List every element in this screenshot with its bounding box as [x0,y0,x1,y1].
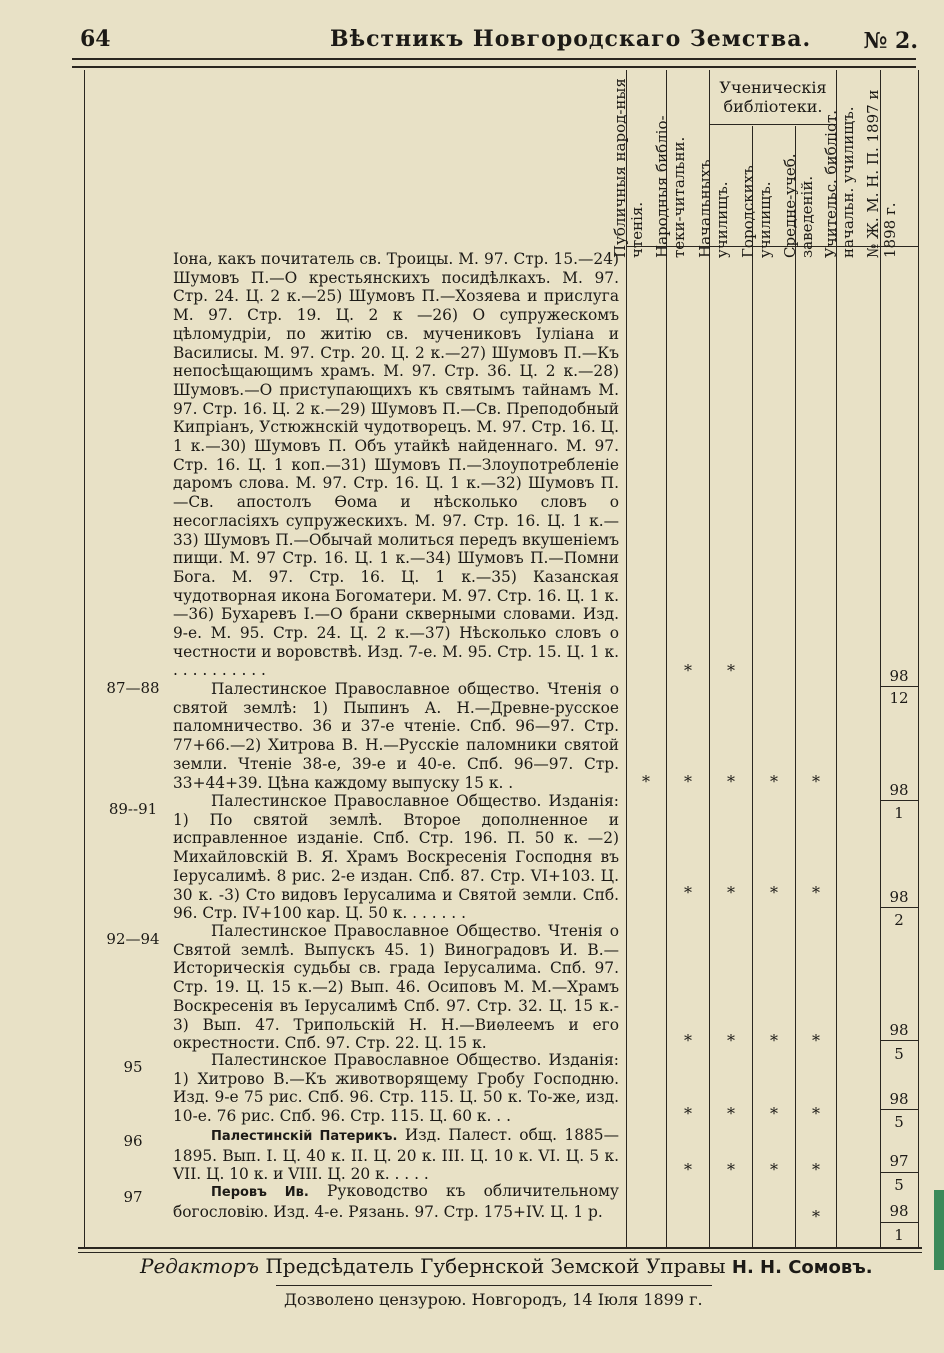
journal-ref-year: 98 [889,1090,909,1108]
mark: * [812,1031,820,1050]
journal-ref-number: 12 [889,689,909,707]
entry-body: Изд. Палест. общ. 1885—1895. Вып. I. Ц. 40 к. II. Ц. 20 к. III. Ц. 10 к. VI. Ц. 5 к. VII. Ц. 10 к. и VIII. Ц. 20 к. . . . . [173,1126,619,1184]
col-city-schools: Городскихъ училищъ. [739,165,774,258]
journal-ref-number: 2 [894,911,904,929]
col-elementary-schools: Начальныхъ училищъ. [696,159,731,258]
col-reading-rooms: Народныя библіо-теки-читальни. [653,115,688,258]
ref-divider [880,907,918,908]
journal-ref-year: 98 [889,888,909,906]
censor-rule [276,1285,712,1286]
entry-text-block [173,1051,619,1126]
mark: * [770,883,778,902]
entry-title: Перовъ Ив. [211,1185,309,1200]
journal-ref-year: 97 [889,1152,909,1170]
entry-number: 89--91 [108,800,158,818]
issue-number: № 2. [863,28,918,54]
journal-title: Вѣстникъ Новгородскаго Земства. [330,26,812,52]
ref-divider [880,686,918,687]
entry-text [173,1182,619,1221]
mark: * [684,1104,692,1123]
entry-text: Палестинское Православное Общество. Изданія: 1) Хитрово В.—Къ животворящему Гробу Господню. Изд. 9-е 75 рис. Спб. 96. Стр. 115. Ц. 50 к. То-же, изд. 10-е. 76 рис. Спб. 96. Стр. 115. Ц. 60 к. . . [173,1051,619,1126]
col-public-readings: Публичныя народ-ныя чтенія. [611,78,646,258]
entry-text-block [173,680,619,792]
editor-label: Редакторъ [140,1254,259,1278]
mark: * [727,1160,735,1179]
mark: * [727,772,735,791]
mark: * [727,1031,735,1050]
ref-divider [880,800,918,801]
journal-ref-number: 5 [894,1045,904,1063]
mark: * [770,772,778,791]
col-journal-ref: № Ж. М. Н. П. 1897 и 1898 г. [864,89,899,258]
mark: * [770,1160,778,1179]
column-divider [795,126,796,1248]
entry-text-block [173,250,619,680]
censor-note: Дозволено цензурою. Новгородъ, 14 Іюля 1899 г. [284,1290,703,1309]
editor-text: Предсѣдатель Губернской Земской Управы [265,1254,726,1278]
entry-number: 96 [123,1132,143,1150]
entry-number: 95 [123,1058,143,1076]
col-secondary-schools: Средне-учеб. заведеній. [781,153,816,258]
entry-number: 87—88 [106,679,160,697]
journal-ref-year: 98 [889,667,909,685]
mark: * [684,772,692,791]
footer-rule-2 [78,1252,922,1253]
page-header [60,18,922,58]
page-edge-strip [934,1190,944,1270]
mark: * [727,661,735,680]
entry-text: Іона, какъ почитатель св. Троицы. М. 97. Стр. 15.—24) Шумовъ П.—О крестьянскихъ посидѣлкахъ. М. 97. Стр. 24. Ц. 2 к.—25) Шумовъ П.—Хозяева и прислуга М. 97. Стр. 19. Ц. 2 к —26) О супружескомъ цѣломудріи, по житію св. мучениковъ Іуліана и Василисы. М. 97. Стр. 20. Ц. 2 к.—27) Шумовъ П.—Къ непосѣщающимъ храмъ. М. 97. Стр. 36. Ц. 2 к.—28) Шумовъ.—О приступающихъ къ святымъ тайнамъ М. 97. Стр. 16. Ц. 2 к.—29) Шумовъ П.—Св. Преподобный Кипріанъ, Устюжнскій чудотворецъ. М. 97. Стр. 16. Ц. 1 к.—30) Шумовъ П. Объ утайкѣ найденнаго. М. 97. Стр. 16. Ц. 1 коп.—31) Шумовъ П.—Злоупотребленіе даромъ слова. М. 97. Стр. 16. Ц. 1 к.—32) Шумовъ П.—Св. апостолъ Ѳома и нѣсколько словъ о несогласіяхъ супружескихъ. М. 97. Стр. 16. Ц. 1 к.—33) Шумовъ П.—Обычай молиться передъ вкушеніемъ пищи. М. 97 Стр. 16. Ц. 1 к.—34) Шумовъ П.—Помни Бога. М. 97. Стр. 16. Ц. 1 к.—35) Казанская чудотворная икона Богоматери. М. 97. Стр. 16. Ц. 1 к.—36) Бухаревъ І.—О брани скверными словами. Изд. 9-е. М. 95. Стр. 24. Ц. 2 к.—37) Нѣсколько словъ о честности и воровствѣ. Изд. 7-е. М. 95. Стр. 15. Ц. 1 к. . . . . . . . . . . [173,250,619,680]
editor-name: Н. Н. Сомовъ. [731,1257,873,1278]
entry-text-block [173,792,619,923]
entry-title: Палестинскій Патерикъ. [211,1129,398,1144]
footer-rule [78,1247,922,1249]
entry-text-block [173,1182,619,1221]
journal-ref-year: 98 [889,1021,909,1039]
group-student-libraries: Ученическія библіотеки. [719,78,827,116]
header-rule [72,58,916,60]
entry-text [173,1126,619,1184]
journal-ref-number: 1 [894,1226,904,1244]
mark: * [812,1104,820,1123]
mark: * [812,883,820,902]
mark: * [770,1104,778,1123]
journal-ref-year: 98 [889,1202,909,1220]
journal-ref-number: 5 [894,1176,904,1194]
right-border [918,70,919,1248]
mark: * [642,772,650,791]
mark: * [684,883,692,902]
mark: * [770,1031,778,1050]
group-rule [709,124,836,125]
ref-divider [880,1040,918,1041]
ref-divider [880,1109,918,1110]
mark: * [684,661,692,680]
page-number: 64 [80,26,111,52]
entry-number: 92—94 [106,930,160,948]
ref-divider [880,1222,918,1223]
mark: * [684,1160,692,1179]
mark: * [812,1160,820,1179]
column-divider [752,126,753,1248]
entry-body: Руководство къ обличительному богословію. Изд. 4-е. Рязань. 97. Стр. 175+IV. Ц. 1 р. [173,1182,619,1221]
mark: * [727,883,735,902]
entry-text-block [173,1126,619,1184]
mark: * [727,1104,735,1123]
entry-text: Палестинское Православное Общество. Чтенія о Святой землѣ. Выпускъ 45. 1) Виноградовъ И. В.—Историческія судьбы св. града Іерусалима. Спб. 97. Стр. 19. Ц. 15 к.—2) Вып. 46. Осиповъ М. М.—Храмъ Воскресенія въ Іерусалимѣ Спб. 97. Стр. 32. Ц. 15 к.- 3) Вып. 47. Трипольскій Н. Н.—Виѳлеемъ и его окрестности. Спб. 97. Стр. 22. Ц. 15 к. [173,922,619,1053]
col-teacher-libraries: Учительс. библіот. начальн. училищъ. [822,106,857,258]
entry-text: Палестинское Православное Общество. Изданія: 1) По святой землѣ. Второе дополненное и исправленное изданіе. Спб. Стр. 196. П. 50 к. —2) Михайловскій В. Я. Храмъ Воскресенія Господня въ Іерусалимѣ. 8 рис. 2-е издан. Спб. 87. Стр. VI+103. Ц. 30 к. -3) Сто видовъ Іерусалима и Святой земли. Спб. 96. Стр. IV+100 кар. Ц. 50 к. . . . . . . [173,792,619,923]
entry-text-block [173,922,619,1053]
entry-number: 97 [123,1188,143,1206]
journal-ref-number: 1 [894,804,904,822]
entry-text: Палестинское Православное общество. Чтенія о святой землѣ: 1) Пыпинъ А. Н.—Древне-русское паломничество. 36 и 37-е чтеніе. Спб. 96—97. Стр. 77+66.—2) Хитрова В. Н.—Русскіе паломники святой земли. Чтеніе 38-е, 39-е и 40-е. Спб. 96—97. Стр. 33+44+39. Цѣна каждому выпуску 15 к. . [173,680,619,792]
left-border [84,70,85,1248]
mark: * [812,1207,820,1226]
header-rule-2 [72,66,916,68]
mark: * [684,1031,692,1050]
journal-ref-number: 5 [894,1113,904,1131]
editor-line [140,1254,873,1278]
journal-ref-year: 98 [889,781,909,799]
ref-divider [880,1172,918,1173]
mark: * [812,772,820,791]
